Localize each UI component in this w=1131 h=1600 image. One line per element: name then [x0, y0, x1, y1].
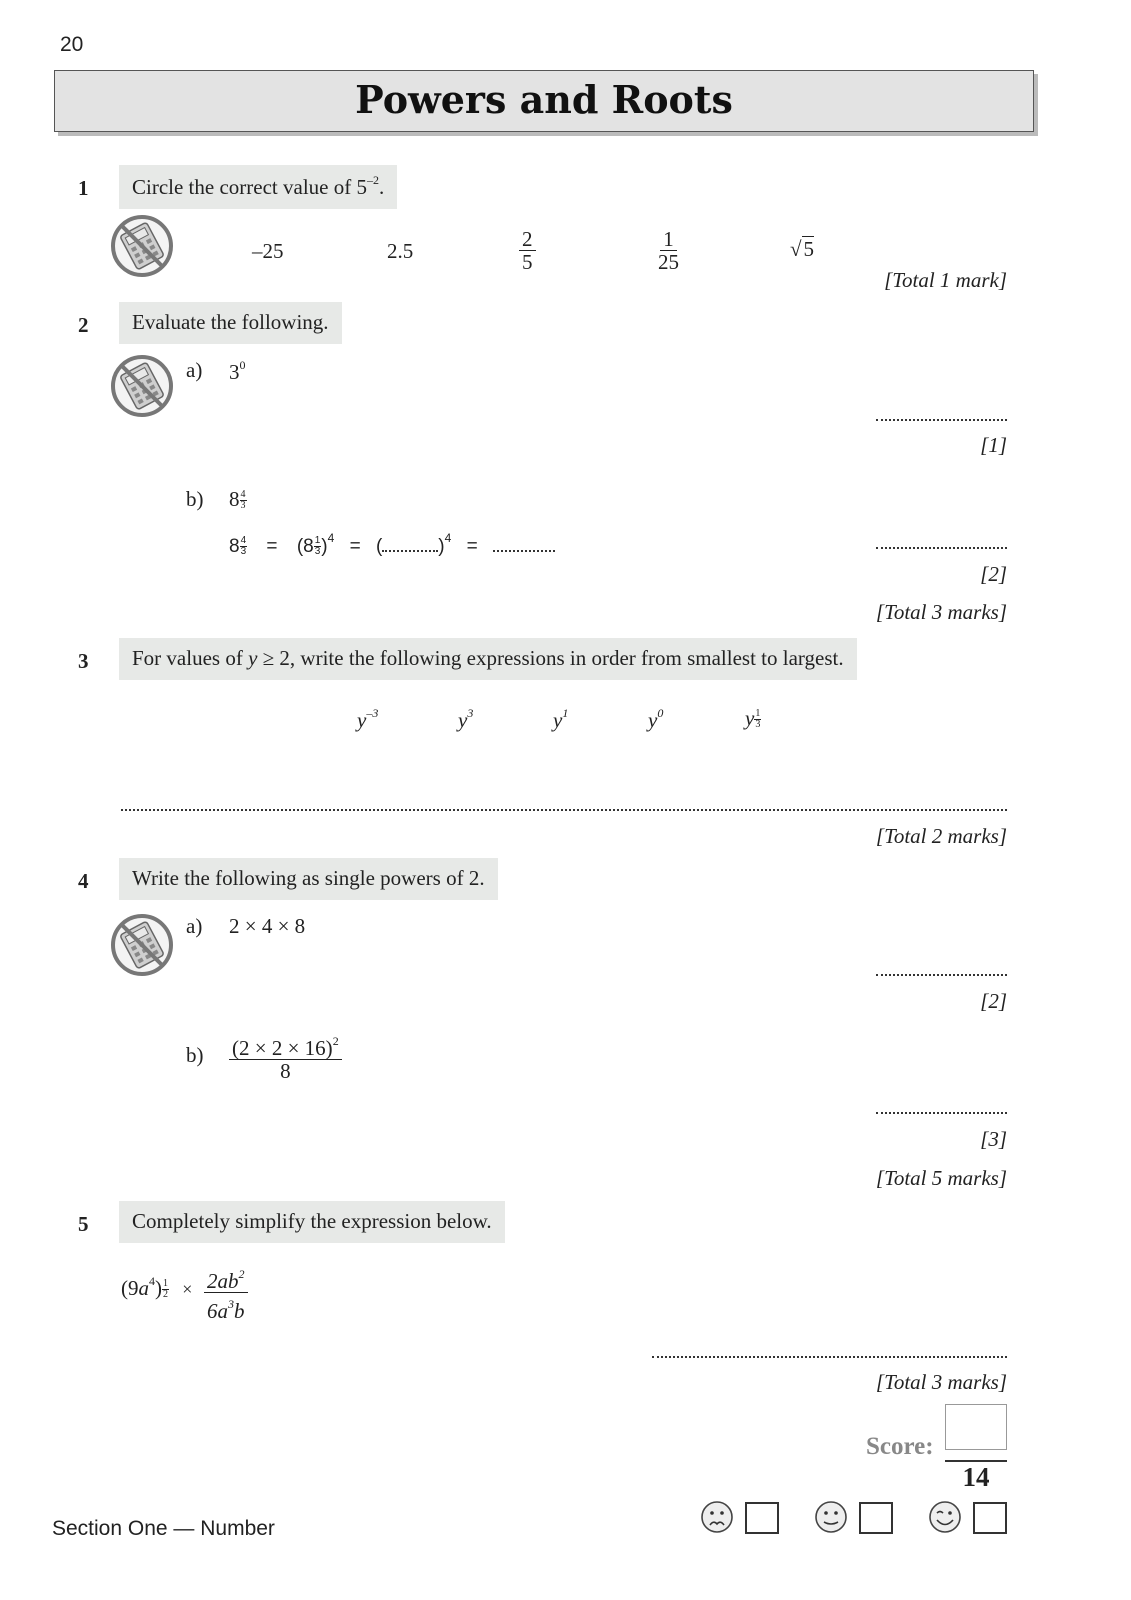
q4b-numerator — [229, 1030, 342, 1060]
no-calculator-icon — [110, 913, 174, 977]
question-4-prompt: Write the following as single powers of 2. — [119, 858, 498, 900]
page-title: Powers and Roots — [355, 77, 733, 122]
q1-option-e[interactable] — [790, 237, 814, 262]
q5-fraction-numerator — [204, 1263, 248, 1293]
q2a-base: 3 — [229, 360, 240, 384]
q2b-step-close: ) — [321, 536, 328, 557]
equals-sign-2: = — [349, 536, 361, 557]
happy-face-checkbox[interactable] — [973, 1502, 1007, 1534]
q3-term-4 — [648, 706, 663, 733]
question-number-1: 1 — [78, 176, 89, 200]
q2b-work-exp-den: 3 — [240, 546, 247, 557]
q1-option-c-denominator: 5 — [522, 250, 533, 274]
score-input-box[interactable] — [945, 1404, 1007, 1450]
q4a-marks: [2] — [980, 989, 1007, 1013]
equals-sign-1: = — [266, 536, 278, 557]
q5-half-den: 2 — [163, 1289, 168, 1300]
q2b-answer-line[interactable] — [876, 547, 1007, 549]
question-number-4: 4 — [78, 869, 89, 893]
score-label: Score: — [866, 1433, 934, 1460]
q3-answer-line[interactable] — [121, 809, 1007, 811]
q4b-numerator-exp: 2 — [332, 1034, 339, 1048]
q5-fraction-denominator — [204, 1293, 248, 1322]
q2b-step-power: 4 — [327, 531, 335, 545]
q2a-exponent: 0 — [239, 358, 246, 372]
q2b-exp-den: 3 — [240, 500, 246, 511]
q2-part-b-label: b) — [186, 487, 204, 511]
q3-term-5-exp-num: 1 — [755, 708, 761, 719]
q3-term-5-exp-den: 3 — [755, 719, 761, 730]
q3-term-3 — [553, 706, 568, 733]
neutral-face-icon — [814, 1500, 848, 1534]
q5-total-marks: [Total 3 marks] — [875, 1370, 1007, 1394]
question-number-2: 2 — [78, 313, 89, 337]
q1-option-c[interactable] — [519, 228, 536, 273]
q4-total-marks: [Total 5 marks] — [875, 1166, 1007, 1190]
q5-den-a: 6a — [207, 1299, 228, 1323]
sqrt-symbol-icon: √ — [790, 237, 802, 261]
q5-expr-close: ) — [155, 1276, 162, 1300]
page-number: 20 — [60, 33, 84, 56]
q2-part-b-expression — [229, 487, 247, 512]
q2b-exponent-fraction — [240, 490, 247, 511]
q5-num-text: 2ab — [207, 1269, 239, 1293]
q3-prompt-end: ≥ 2, write the following expressions in order from smallest to largest. — [257, 646, 844, 670]
q1-prompt-end: . — [378, 175, 385, 199]
q2b-inner-den: 3 — [314, 546, 321, 557]
q4-part-b-label: b) — [186, 1043, 204, 1067]
q2b-blank-result[interactable] — [493, 550, 555, 552]
equals-sign-3: = — [466, 536, 478, 557]
q3-term-5-exp — [754, 709, 761, 730]
question-5-prompt: Completely simplify the expression below. — [119, 1201, 505, 1243]
q2a-marks: [1] — [980, 433, 1007, 457]
q3-term-3-base: y — [553, 708, 563, 732]
q3-term-1-base: y — [357, 708, 367, 732]
q2a-answer-line[interactable] — [876, 419, 1007, 421]
q3-prompt-start: For values of — [132, 646, 249, 670]
q5-answer-line[interactable] — [652, 1356, 1007, 1358]
sad-face-checkbox[interactable] — [745, 1502, 779, 1534]
q1-option-d-numerator: 1 — [660, 228, 677, 251]
question-1-prompt — [119, 165, 397, 209]
q4-part-b-expression — [229, 1030, 342, 1082]
q2b-blank-power: 4 — [444, 531, 452, 545]
q3-total-marks: [Total 2 marks] — [875, 824, 1007, 848]
q1-prompt-exponent: –2 — [366, 173, 379, 187]
q1-option-b[interactable]: 2.5 — [387, 239, 414, 263]
q4b-answer-line[interactable] — [876, 1112, 1007, 1114]
q2b-work-exp — [240, 536, 248, 557]
no-calculator-icon — [110, 354, 174, 418]
question-3-prompt — [119, 638, 857, 680]
q3-term-2-base: y — [458, 708, 468, 732]
q5-fraction — [204, 1263, 248, 1322]
q5-half-num: 1 — [163, 1278, 168, 1289]
neutral-face-checkbox[interactable] — [859, 1502, 893, 1534]
q2b-work-exp-num: 4 — [240, 535, 247, 546]
q2b-blank-close: ) — [438, 536, 445, 557]
q5-expr-half — [162, 1279, 169, 1300]
q1-option-c-numerator: 2 — [519, 228, 536, 251]
q1-option-d-denominator: 25 — [658, 250, 679, 274]
q5-expr-a-exp: 4 — [149, 1274, 155, 1288]
q2b-exp-num: 4 — [240, 489, 246, 500]
q3-term-4-base: y — [648, 708, 658, 732]
q3-term-5 — [745, 706, 761, 731]
q3-prompt-var: y — [248, 646, 258, 670]
q3-term-2-exp: 3 — [467, 706, 474, 720]
q1-option-d[interactable] — [655, 228, 682, 273]
title-banner — [54, 70, 1034, 132]
q2-part-a-expression — [229, 358, 246, 385]
q2-total-marks: [Total 3 marks] — [875, 600, 1007, 624]
q1-option-a[interactable]: –25 — [252, 239, 284, 263]
q2b-blank-inner[interactable] — [382, 550, 438, 552]
q5-expr-a: a — [138, 1276, 149, 1300]
q1-prompt-text: Circle the correct value of 5 — [132, 175, 367, 199]
sad-face-icon — [700, 1500, 734, 1534]
q4b-marks: [3] — [980, 1127, 1007, 1151]
q1-total-marks: [Total 1 mark] — [884, 268, 1007, 292]
q2b-blank-open: ( — [375, 536, 383, 557]
q3-term-5-base: y — [745, 706, 755, 730]
q5-den-exp: 3 — [228, 1297, 234, 1311]
q2b-inner-num: 1 — [314, 535, 321, 546]
question-number-3: 3 — [78, 649, 89, 673]
q4b-numerator-text: (2 × 2 × 16) — [232, 1036, 333, 1060]
q2-part-b-working — [229, 531, 555, 558]
no-calculator-icon — [110, 214, 174, 278]
q3-term-3-exp: 1 — [562, 706, 569, 720]
q2b-marks: [2] — [980, 562, 1007, 586]
question-number-5: 5 — [78, 1212, 89, 1236]
q5-expr-open: (9 — [121, 1276, 139, 1300]
q2b-step-open: (8 — [296, 536, 314, 557]
q5-expression-left — [121, 1274, 192, 1301]
times-sign: × — [182, 1279, 193, 1299]
q3-term-4-exp: 0 — [657, 706, 664, 720]
q3-term-2 — [458, 706, 473, 733]
q4-part-a-expression: 2 × 4 × 8 — [229, 914, 306, 938]
q4-part-a-label: a) — [186, 914, 203, 938]
q3-term-1 — [357, 706, 378, 733]
q2b-work-base: 8 — [229, 536, 240, 557]
question-2-prompt: Evaluate the following. — [119, 302, 342, 344]
q5-den-b: b — [234, 1299, 245, 1323]
q4b-denominator: 8 — [280, 1059, 291, 1083]
footer-section-label: Section One — Number — [52, 1517, 275, 1540]
score-total: 14 — [962, 1462, 990, 1492]
happy-face-icon — [928, 1500, 962, 1534]
q4a-answer-line[interactable] — [876, 974, 1007, 976]
q5-num-exp: 2 — [238, 1267, 245, 1281]
q2b-base: 8 — [229, 487, 240, 511]
q2-part-a-label: a) — [186, 358, 203, 382]
q1-option-e-radicand: 5 — [803, 237, 815, 261]
q3-term-1-exp: –3 — [366, 706, 379, 720]
